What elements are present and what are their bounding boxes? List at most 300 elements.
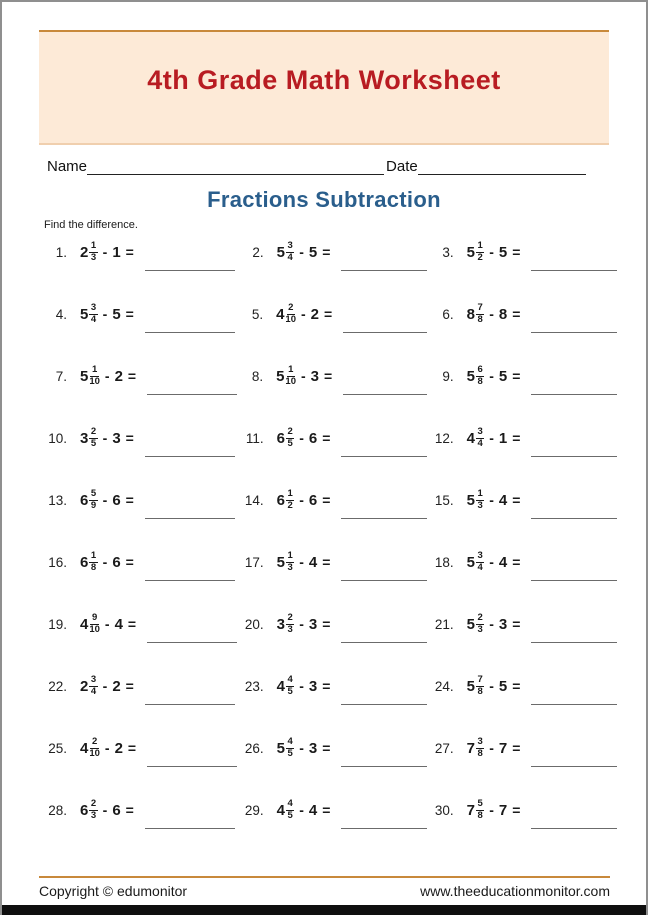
subtrahend: 6 (308, 491, 318, 509)
page-footer (39, 876, 610, 899)
minus-sign: - (489, 554, 494, 570)
fraction (89, 675, 97, 697)
problem-number: 18. (434, 554, 454, 570)
problem-number: 6. (442, 306, 454, 322)
problem-number: 14. (244, 492, 264, 508)
problem-expression (467, 303, 526, 325)
mixed-number-whole: 5 (466, 615, 475, 633)
problem-item (237, 669, 427, 703)
minus-sign: - (102, 554, 108, 570)
fraction (476, 613, 484, 635)
equals-sign: = (125, 244, 134, 260)
problem-number: 12. (434, 430, 454, 446)
minus-sign: - (102, 244, 108, 260)
mixed-number-whole: 4 (79, 739, 89, 757)
fraction-denominator: 2 (477, 252, 483, 263)
mixed-number-whole: 6 (80, 553, 89, 571)
fraction-denominator: 4 (90, 314, 97, 325)
equals-sign: = (322, 678, 331, 694)
minus-sign: - (299, 802, 304, 818)
equals-sign: = (512, 554, 521, 570)
problem-expression (80, 303, 139, 325)
answer-blank[interactable] (147, 619, 237, 643)
answer-blank[interactable] (341, 495, 427, 519)
problem-number: 10. (48, 430, 67, 446)
fraction (89, 489, 97, 511)
fraction-denominator: 9 (90, 500, 97, 511)
problem-number: 11. (245, 430, 264, 446)
copyright-text: Copyright © edumonitor (39, 883, 188, 899)
fraction-numerator: 3 (90, 674, 97, 686)
answer-blank[interactable] (145, 247, 235, 271)
problem-number: 15. (434, 492, 454, 508)
fraction-denominator: 8 (477, 748, 483, 759)
subtrahend: 3 (498, 615, 508, 633)
answer-blank[interactable] (145, 495, 235, 519)
problem-item (237, 731, 427, 765)
minus-sign: - (104, 616, 110, 632)
minus-sign: - (489, 430, 494, 446)
fraction-numerator: 4 (287, 798, 293, 810)
answer-blank[interactable] (531, 371, 617, 395)
answer-blank[interactable] (147, 743, 237, 767)
problem-expression (277, 799, 336, 821)
problem-expression (80, 799, 139, 821)
fraction-numerator: 3 (477, 550, 483, 562)
minus-sign: - (489, 616, 494, 632)
mixed-number-whole: 5 (276, 243, 285, 261)
answer-blank[interactable] (341, 805, 427, 829)
mixed-number-whole: 4 (276, 305, 285, 323)
mixed-number-whole: 6 (80, 801, 89, 819)
mixed-number-whole: 5 (466, 491, 475, 509)
equals-sign: = (322, 554, 331, 570)
fraction (89, 799, 97, 821)
fraction-numerator: 7 (477, 674, 483, 686)
mixed-number-whole: 5 (276, 553, 285, 571)
worksheet-title: 4th Grade Math Worksheet (147, 65, 501, 95)
minus-sign: - (489, 740, 494, 756)
problem-expression (80, 551, 139, 573)
fraction (286, 489, 294, 511)
problem-number: 7. (55, 368, 67, 384)
problem-item (427, 421, 617, 455)
mixed-number-whole: 6 (276, 429, 285, 447)
problem-number: 23. (244, 678, 264, 694)
answer-blank[interactable] (341, 247, 427, 271)
problem-expression (467, 241, 526, 263)
problem-number: 24. (434, 678, 454, 694)
subtrahend: 4 (114, 615, 123, 633)
subtrahend: 7 (498, 739, 508, 757)
minus-sign: - (489, 678, 494, 694)
subtrahend: 3 (112, 429, 121, 447)
mixed-number-whole: 7 (466, 739, 475, 757)
fraction-denominator: 10 (89, 748, 100, 759)
mixed-number-whole: 4 (79, 615, 89, 633)
fraction (89, 737, 100, 759)
answer-blank[interactable] (341, 681, 427, 705)
fraction-numerator: 3 (287, 240, 293, 252)
problem-item (39, 421, 237, 455)
problem-item (427, 235, 617, 269)
name-date-row (47, 155, 609, 175)
fraction-numerator: 1 (288, 364, 294, 376)
fraction-denominator: 3 (287, 624, 293, 635)
answer-blank[interactable] (531, 433, 617, 457)
problem-expression (80, 737, 141, 759)
problem-item (39, 607, 237, 641)
subtrahend: 2 (310, 305, 320, 323)
fraction (286, 737, 294, 759)
problem-item (237, 359, 427, 393)
subtrahend: 7 (498, 801, 508, 819)
problem-expression (467, 365, 526, 387)
minus-sign: - (104, 740, 110, 756)
problem-expression (277, 489, 336, 511)
equals-sign: = (322, 492, 331, 508)
mixed-number-whole: 5 (466, 553, 475, 571)
fraction-denominator: 3 (477, 624, 483, 635)
minus-sign: - (299, 492, 304, 508)
answer-blank[interactable] (147, 371, 237, 395)
problem-item (39, 545, 237, 579)
minus-sign: - (299, 740, 304, 756)
fraction-denominator: 8 (477, 810, 483, 821)
minus-sign: - (102, 492, 108, 508)
subtrahend: 2 (114, 367, 123, 385)
fraction-denominator: 2 (287, 500, 293, 511)
problem-number: 20. (244, 616, 264, 632)
problem-expression (277, 551, 336, 573)
fraction (89, 241, 97, 263)
fraction (476, 427, 484, 449)
fraction (89, 613, 100, 635)
equals-sign: = (125, 802, 134, 818)
problem-number: 2. (252, 244, 264, 260)
fraction (476, 737, 484, 759)
fraction-denominator: 8 (477, 686, 483, 697)
subtrahend: 4 (498, 553, 508, 571)
fraction-numerator: 2 (90, 426, 97, 438)
problem-item (237, 793, 427, 827)
minus-sign: - (299, 244, 304, 260)
problem-item (39, 793, 237, 827)
fraction-denominator: 4 (287, 252, 293, 263)
mixed-number-whole: 6 (276, 491, 285, 509)
mixed-number-whole: 5 (276, 367, 285, 385)
problem-item (427, 731, 617, 765)
mixed-number-whole: 4 (276, 677, 285, 695)
problem-expression (467, 737, 526, 759)
problem-item (237, 483, 427, 517)
answer-blank[interactable] (531, 247, 617, 271)
fraction-denominator: 3 (477, 500, 483, 511)
subtrahend: 4 (498, 491, 508, 509)
fraction-numerator: 6 (477, 364, 483, 376)
fraction-denominator: 3 (90, 810, 97, 821)
fraction-numerator: 1 (477, 488, 483, 500)
problem-expression (467, 799, 526, 821)
problem-expression (80, 675, 139, 697)
minus-sign: - (301, 368, 306, 384)
problem-expression (80, 489, 139, 511)
fraction (286, 427, 294, 449)
fraction-denominator: 8 (477, 314, 483, 325)
fraction-numerator: 1 (287, 550, 293, 562)
equals-sign: = (512, 368, 521, 384)
fraction-numerator: 5 (477, 798, 483, 810)
subtrahend: 5 (498, 243, 508, 261)
answer-blank[interactable] (145, 681, 235, 705)
problem-item (427, 297, 617, 331)
subtrahend: 3 (308, 677, 318, 695)
problem-item (237, 235, 427, 269)
problem-item (427, 607, 617, 641)
equals-sign: = (125, 492, 134, 508)
fraction (476, 241, 484, 263)
fraction (285, 303, 296, 325)
problem-item (39, 235, 237, 269)
fraction (476, 551, 484, 573)
subtrahend: 5 (498, 677, 508, 695)
answer-blank[interactable] (343, 371, 427, 395)
problem-item (237, 545, 427, 579)
equals-sign: = (322, 740, 331, 756)
fraction-denominator: 5 (287, 810, 293, 821)
answer-blank[interactable] (531, 743, 617, 767)
subtrahend: 5 (308, 243, 318, 261)
equals-sign: = (512, 740, 521, 756)
fraction-denominator: 4 (477, 562, 483, 573)
fraction-numerator: 3 (477, 426, 483, 438)
minus-sign: - (104, 368, 110, 384)
problem-number: 4. (55, 306, 67, 322)
subtrahend: 8 (498, 305, 508, 323)
equals-sign: = (125, 430, 134, 446)
equals-sign: = (127, 740, 137, 756)
equals-sign: = (125, 306, 134, 322)
problem-number: 29. (244, 802, 264, 818)
fraction (286, 241, 294, 263)
answer-blank[interactable] (145, 433, 235, 457)
answer-blank[interactable] (341, 619, 427, 643)
problem-expression (467, 613, 526, 635)
mixed-number-whole: 5 (466, 367, 475, 385)
equals-sign: = (324, 306, 333, 322)
subtrahend: 3 (310, 367, 320, 385)
fraction-denominator: 10 (285, 314, 296, 325)
section-title: Fractions Subtraction (207, 187, 441, 212)
answer-blank[interactable] (531, 805, 617, 829)
equals-sign: = (512, 616, 521, 632)
fraction-denominator: 4 (477, 438, 483, 449)
equals-sign: = (512, 244, 521, 260)
fraction-numerator: 9 (91, 612, 98, 624)
problem-item (237, 297, 427, 331)
fraction-denominator: 3 (287, 562, 293, 573)
minus-sign: - (102, 802, 108, 818)
problem-number: 26. (244, 740, 264, 756)
subtrahend: 1 (498, 429, 508, 447)
problem-item (39, 669, 237, 703)
minus-sign: - (489, 306, 494, 322)
problem-expression (277, 427, 336, 449)
fraction (476, 303, 484, 325)
fraction-denominator: 5 (90, 438, 97, 449)
fraction-numerator: 3 (477, 736, 483, 748)
fraction (476, 675, 484, 697)
problem-number: 27. (434, 740, 454, 756)
minus-sign: - (102, 306, 108, 322)
problem-item (39, 483, 237, 517)
answer-blank[interactable] (145, 805, 235, 829)
problem-expression (80, 241, 139, 263)
problem-expression (277, 613, 336, 635)
problems-grid (39, 235, 616, 855)
minus-sign: - (489, 802, 494, 818)
equals-sign: = (512, 678, 521, 694)
mixed-number-whole: 5 (466, 677, 475, 695)
fraction (286, 613, 294, 635)
subtrahend: 5 (112, 305, 121, 323)
problem-expression (277, 737, 336, 759)
fraction-denominator: 8 (90, 562, 97, 573)
fraction (286, 799, 294, 821)
fraction (89, 551, 97, 573)
fraction-denominator: 5 (287, 686, 293, 697)
fraction (476, 489, 484, 511)
subtrahend: 6 (308, 429, 318, 447)
answer-blank[interactable] (531, 681, 617, 705)
answer-blank[interactable] (531, 619, 617, 643)
answer-blank[interactable] (531, 309, 617, 333)
fraction (89, 303, 97, 325)
problem-expression (467, 427, 526, 449)
fraction-numerator: 2 (287, 612, 293, 624)
answer-blank[interactable] (145, 557, 235, 581)
problem-expression (277, 675, 336, 697)
equals-sign: = (322, 802, 331, 818)
mixed-number-whole: 5 (466, 243, 475, 261)
minus-sign: - (489, 368, 494, 384)
equals-sign: = (512, 306, 521, 322)
fraction (285, 365, 296, 387)
answer-blank[interactable] (145, 309, 235, 333)
date-input-line[interactable] (418, 159, 586, 175)
answer-blank[interactable] (531, 557, 617, 581)
name-label: Name (47, 158, 88, 175)
bottom-border-bar (2, 905, 646, 915)
problem-number: 5. (251, 306, 264, 322)
fraction-denominator: 10 (89, 376, 100, 387)
subtrahend: 1 (112, 243, 121, 261)
fraction-numerator: 5 (90, 488, 97, 500)
fraction (476, 365, 484, 387)
name-input-line[interactable] (87, 159, 384, 175)
equals-sign: = (322, 430, 331, 446)
problem-number: 28. (48, 802, 67, 818)
fraction-denominator: 3 (90, 252, 97, 263)
fraction-numerator: 4 (287, 674, 293, 686)
problem-number: 22. (48, 678, 67, 694)
problem-item (427, 359, 617, 393)
problem-item (427, 793, 617, 827)
subtrahend: 4 (308, 553, 318, 571)
problem-number: 3. (442, 244, 454, 260)
fraction-denominator: 5 (287, 748, 293, 759)
problem-expression (467, 489, 526, 511)
fraction-numerator: 3 (90, 302, 97, 314)
equals-sign: = (512, 430, 521, 446)
problem-item (39, 731, 237, 765)
problem-item (39, 359, 237, 393)
minus-sign: - (489, 244, 494, 260)
problem-number: 21. (434, 616, 454, 632)
fraction-denominator: 8 (477, 376, 483, 387)
problem-item (427, 669, 617, 703)
problem-expression (80, 613, 141, 635)
fraction (286, 675, 294, 697)
mixed-number-whole: 7 (466, 801, 475, 819)
equals-sign: = (125, 678, 134, 694)
problem-number: 9. (442, 368, 454, 384)
answer-blank[interactable] (341, 433, 427, 457)
mixed-number-whole: 5 (79, 367, 89, 385)
minus-sign: - (299, 554, 304, 570)
equals-sign: = (324, 368, 333, 384)
answer-blank[interactable] (341, 743, 427, 767)
answer-blank[interactable] (341, 557, 427, 581)
problem-item (237, 607, 427, 641)
subtrahend: 3 (308, 615, 318, 633)
problem-item (237, 421, 427, 455)
instructions-text: Find the difference. (44, 219, 138, 231)
equals-sign: = (125, 554, 134, 570)
problem-expression (277, 241, 336, 263)
fraction-numerator: 1 (91, 364, 98, 376)
date-label: Date (386, 158, 418, 175)
minus-sign: - (299, 430, 304, 446)
fraction-numerator: 2 (288, 302, 294, 314)
fraction-numerator: 4 (287, 736, 293, 748)
problem-expression (467, 551, 526, 573)
fraction-denominator: 10 (89, 624, 100, 635)
mixed-number-whole: 8 (466, 305, 475, 323)
mixed-number-whole: 3 (80, 429, 89, 447)
answer-blank[interactable] (531, 495, 617, 519)
fraction (89, 365, 100, 387)
fraction-numerator: 2 (477, 612, 483, 624)
problem-expression (80, 365, 141, 387)
problem-item (39, 297, 237, 331)
minus-sign: - (102, 678, 108, 694)
equals-sign: = (512, 492, 521, 508)
mixed-number-whole: 2 (80, 243, 89, 261)
problem-expression (276, 303, 337, 325)
fraction (476, 799, 484, 821)
answer-blank[interactable] (343, 309, 427, 333)
website-url: www.theeducationmonitor.com (420, 883, 610, 899)
fraction-numerator: 2 (91, 736, 98, 748)
problem-number: 25. (48, 740, 67, 756)
minus-sign: - (102, 430, 108, 446)
problem-expression (80, 427, 139, 449)
problem-number: 17. (244, 554, 264, 570)
problem-number: 19. (48, 616, 67, 632)
mixed-number-whole: 2 (80, 677, 89, 695)
problem-expression (276, 365, 337, 387)
